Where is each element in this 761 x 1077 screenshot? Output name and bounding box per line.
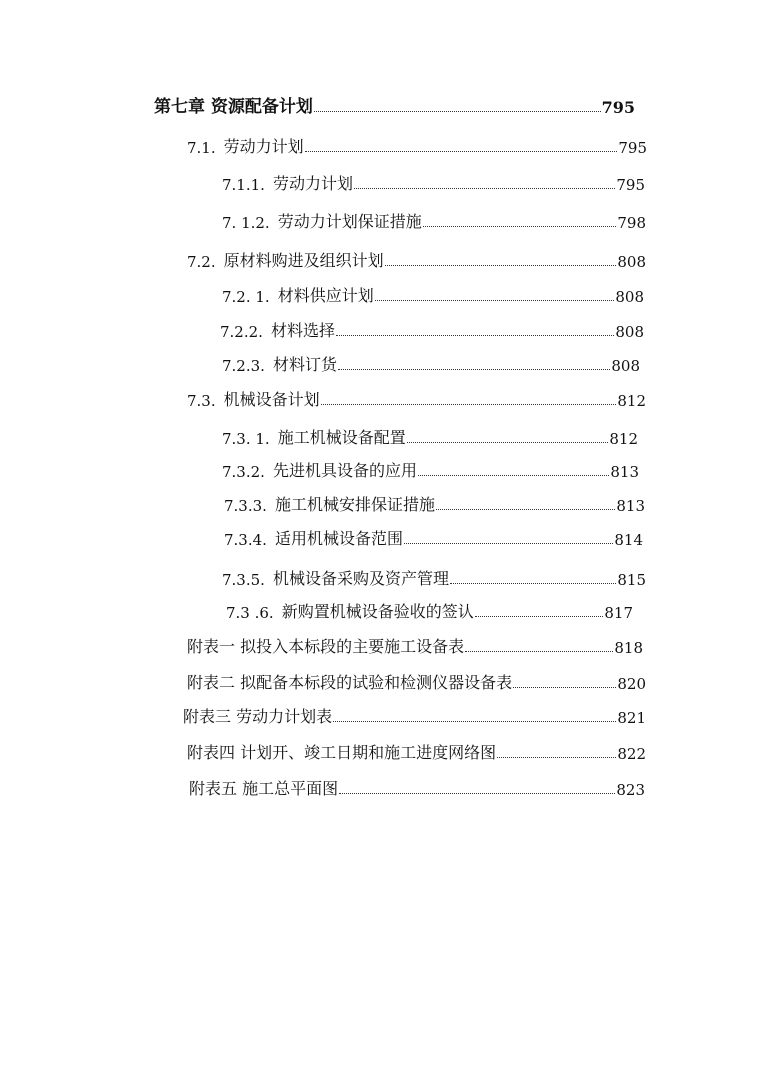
- dot-leader: [436, 509, 615, 510]
- toc-entry-title: 机械设备计划: [223, 390, 320, 409]
- toc-section-7-2[interactable]: [187, 247, 646, 271]
- toc-entry-page: 795: [601, 98, 635, 117]
- toc-entry-page: 823: [616, 781, 645, 799]
- toc-entry-page: 812: [609, 430, 638, 448]
- toc-entry-page: 818: [614, 639, 643, 657]
- toc-appendix-3[interactable]: [183, 703, 646, 727]
- toc-entry-page: 798: [617, 214, 646, 232]
- dot-leader: [333, 721, 616, 722]
- toc-entry-page: 817: [604, 604, 633, 622]
- toc-entry-title: 劳动力计划: [272, 174, 353, 193]
- toc-entry-title: 适用机械设备范围: [274, 529, 403, 548]
- toc-entry-number: 7.3 .6.: [226, 604, 274, 622]
- toc-entry-number: 7. 1.2.: [222, 214, 270, 232]
- toc-entry-number: 7.2.2.: [220, 323, 263, 341]
- toc-section-7-1[interactable]: [187, 133, 647, 157]
- toc-section-7-3-6[interactable]: [226, 598, 633, 622]
- toc-entry-page: 821: [617, 709, 646, 727]
- toc-entry-title: 劳动力计划: [223, 137, 304, 156]
- toc-section-7-3-3[interactable]: [224, 491, 645, 515]
- dot-leader: [513, 687, 616, 688]
- dot-leader: [450, 583, 616, 584]
- toc-entry-page: 795: [616, 176, 645, 194]
- toc-entry-number: 7.3.3.: [224, 497, 267, 515]
- toc-entry-title: 劳动力计划保证措施: [277, 212, 422, 231]
- toc-entry-page: 808: [611, 357, 640, 375]
- dot-leader: [404, 543, 613, 544]
- toc-entry-page: 813: [610, 463, 639, 481]
- toc-section-7-2-1[interactable]: [222, 282, 644, 306]
- toc-entry-title: 材料供应计划: [277, 286, 374, 305]
- toc-entry-number: 7.1.: [187, 139, 216, 157]
- dot-leader: [497, 757, 616, 758]
- toc-entry-title: 机械设备采购及资产管理: [272, 569, 449, 588]
- toc-entry-number: 7.2.: [187, 253, 216, 271]
- dot-leader: [375, 300, 615, 301]
- toc-entry-title: 施工机械安排保证措施: [274, 495, 435, 514]
- toc-section-7-3-5[interactable]: [222, 565, 646, 589]
- dot-leader: [423, 226, 617, 227]
- toc-section-7-2-3[interactable]: [222, 351, 640, 375]
- toc-entry-page: 808: [617, 253, 646, 271]
- toc-entry-title: 材料订货: [272, 355, 337, 374]
- dot-leader: [385, 265, 617, 266]
- toc-section-7-1-2[interactable]: [222, 208, 646, 232]
- toc-entry-number: 7.3.: [187, 392, 216, 410]
- dot-leader: [305, 151, 618, 152]
- toc-entry-title: 材料选择: [270, 321, 335, 340]
- dot-leader: [321, 404, 617, 405]
- toc-entry-title: 先进机具设备的应用: [272, 461, 417, 480]
- dot-leader: [314, 111, 601, 112]
- toc-section-7-3-2[interactable]: [222, 457, 639, 481]
- dot-leader: [465, 651, 613, 652]
- dot-leader: [407, 442, 609, 443]
- dot-leader: [339, 793, 615, 794]
- toc-entry-title: 附表四 计划开、竣工日期和施工进度网络图: [187, 743, 497, 762]
- toc-entry-number: 7.2.3.: [222, 357, 265, 375]
- toc-entry-title: 附表三 劳动力计划表: [183, 707, 333, 726]
- toc-appendix-2[interactable]: [187, 669, 646, 693]
- toc-entry-title: 原材料购进及组织计划: [223, 251, 384, 270]
- toc-section-7-3[interactable]: [187, 386, 646, 410]
- toc-entry-number: 7.3.4.: [224, 531, 267, 549]
- toc-entry-title: 附表二 拟配备本标段的试验和检测仪器设备表: [187, 673, 513, 692]
- toc-entry-title: 附表五 施工总平面图: [189, 779, 339, 798]
- toc-entry-page: 815: [617, 571, 646, 589]
- toc-entry-page: 812: [617, 392, 646, 410]
- toc-entry-page: 814: [614, 531, 643, 549]
- dot-leader: [354, 188, 615, 189]
- toc-entry-page: 808: [615, 323, 644, 341]
- toc-entry-title: 附表一 拟投入本标段的主要施工设备表: [187, 637, 465, 656]
- dot-leader: [418, 475, 609, 476]
- toc-entry-number: 7.2. 1.: [222, 288, 270, 306]
- dot-leader: [475, 616, 604, 617]
- toc-chapter-7[interactable]: [154, 93, 635, 117]
- toc-entry-page: 808: [615, 288, 644, 306]
- toc-section-7-2-2[interactable]: [220, 317, 644, 341]
- toc-section-7-3-1[interactable]: [222, 424, 638, 448]
- toc-entry-number: 7.3.2.: [222, 463, 265, 481]
- toc-entry-number: 7.3. 1.: [222, 430, 270, 448]
- toc-entry-page: 822: [617, 745, 646, 763]
- toc-entry-title: 施工机械设备配置: [277, 428, 406, 447]
- toc-entry-number: 7.3.5.: [222, 571, 265, 589]
- dot-leader: [336, 335, 614, 336]
- toc-entry-page: 813: [616, 497, 645, 515]
- toc-appendix-5[interactable]: [189, 775, 645, 799]
- toc-entry-number: 7.1.1.: [222, 176, 265, 194]
- toc-entry-title: 第七章 资源配备计划: [154, 97, 313, 117]
- toc-entry-page: 820: [617, 675, 646, 693]
- toc-section-7-1-1[interactable]: [222, 170, 645, 194]
- toc-appendix-4[interactable]: [187, 739, 646, 763]
- dot-leader: [338, 369, 610, 370]
- toc-appendix-1[interactable]: [187, 633, 643, 657]
- toc-entry-page: 795: [618, 139, 647, 157]
- toc-section-7-3-4[interactable]: [224, 525, 643, 549]
- toc-entry-title: 新购置机械设备验收的签认: [281, 602, 474, 621]
